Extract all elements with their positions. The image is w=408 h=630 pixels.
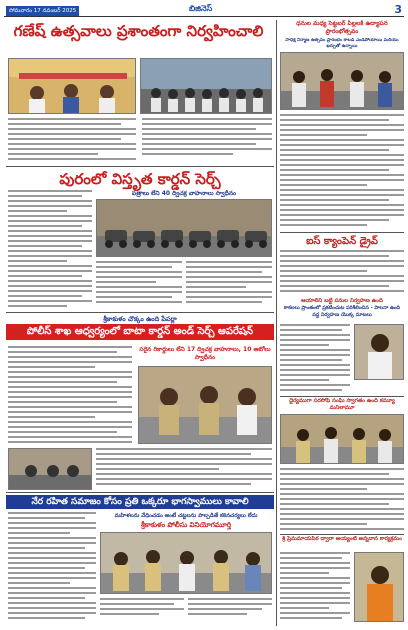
page-number: 3 bbox=[394, 3, 402, 16]
story1-photo-left bbox=[8, 58, 136, 114]
story3-kicker2: సరైన రికార్డులు లేని 17 ద్విచక్ర వాహనాలు, 10 ఆటోలు స్వాధీనం bbox=[139, 346, 271, 361]
masthead bbox=[4, 4, 404, 17]
right4-body bbox=[280, 552, 350, 624]
story1-photo-right bbox=[140, 58, 272, 114]
story1-body-col1 bbox=[8, 118, 136, 164]
issue-date: సోమవారం 17 నవంబర్ 2025 bbox=[6, 6, 79, 16]
story3-headline: పోలీస్ శాఖ ఆధ్వర్యంలో బాటా కార్డన్ అండ్ సెర్చ్ ఆపరేషన్ bbox=[6, 324, 274, 340]
story4-body-col1 bbox=[8, 512, 96, 624]
story4-kicker: మహిళలను వేధించడం అంటే చట్టలను పాల్పడితే కఠినచర్యలు లేదు bbox=[114, 513, 258, 519]
right2-kicker: ఆయాలిని బట్టి పనుల నిర్వహణ ఉంది bbox=[301, 298, 383, 304]
story4-photo bbox=[100, 532, 272, 594]
story2-headline: పురంలో విస్తృత కార్డన్ సెర్చ్ bbox=[59, 170, 221, 188]
story4-body-col3 bbox=[188, 598, 272, 624]
story3-body-col2 bbox=[96, 448, 272, 490]
story2-body-col2 bbox=[96, 261, 182, 309]
right1-sub: సాధిక్ష నిర్మాణ ఉత్సవం ప్రారంభం కాబడి ఎండిపోయాయి మరియు ఖర్చుతో ఉన్నాయి bbox=[285, 38, 399, 49]
right2-body bbox=[280, 250, 404, 294]
right1-photo bbox=[280, 52, 404, 110]
story4-body-col2 bbox=[100, 598, 184, 624]
paper-name: బిజినెస్ bbox=[189, 4, 213, 13]
right4-headline: శ్రీ ప్రేమమాయపీఠ ద్వారా అయ్యంటి అన్నదాన కార్యక్రమం bbox=[282, 536, 402, 542]
story3-body-col1 bbox=[8, 346, 132, 444]
story4-sub: శ్రీకాకుళం పోలీసు వినియోగమూర్తి bbox=[140, 521, 232, 529]
right3-photo bbox=[280, 414, 404, 464]
right1-body bbox=[280, 114, 404, 230]
story1-body-col2 bbox=[142, 118, 272, 164]
story2-kicker: పత్రాలు లేని 40 ద్విచక్ర వాహనాలు స్వాధీనం bbox=[131, 190, 237, 197]
story2-body-col3 bbox=[186, 261, 272, 309]
story3-kicker: శ్రీకాకుళం చొక్కం ఉంది పేపర్లా bbox=[103, 315, 177, 323]
story2-body-col1 bbox=[8, 190, 92, 310]
right3-headline: ధైర్యముగా సరసోఫీ సంఘీ స్వాగతం ఉంది కమ్యూ మనిలామూ bbox=[289, 398, 395, 411]
story3-photo-bottom1 bbox=[8, 448, 92, 490]
right4-photo bbox=[354, 552, 404, 622]
story1-headline: గణేష్ ఉత్సవాలు ప్రశాంతంగా నిర్వహించాలి bbox=[13, 22, 264, 40]
right3-body bbox=[280, 468, 404, 532]
right2-body2 bbox=[280, 324, 350, 392]
right2-photo bbox=[354, 324, 404, 380]
right2-subkicker: కాకలలు ప్రాంతంలో ప్రకటించుట పరిశీలించిన - పాలనా ఉంది వద్ద నిర్వహణ యొక్క మాటలు bbox=[283, 305, 401, 318]
right1-headline: ధనుల మధ్య సెట్టబర్ పిల్లలకి ఉద్యాపన ప్రారంభోత్సవం bbox=[296, 20, 388, 35]
story4-headline: నేర రహిత సమాజం కోసం ప్రతి ఒక్కరూ భాగస్వాములు కావాలి bbox=[6, 495, 274, 509]
story3-photo bbox=[138, 366, 272, 444]
story2-photo bbox=[96, 199, 272, 257]
right2-headline: ఐస్ క్యాంపెన్ డ్రైవ్ bbox=[306, 236, 378, 247]
